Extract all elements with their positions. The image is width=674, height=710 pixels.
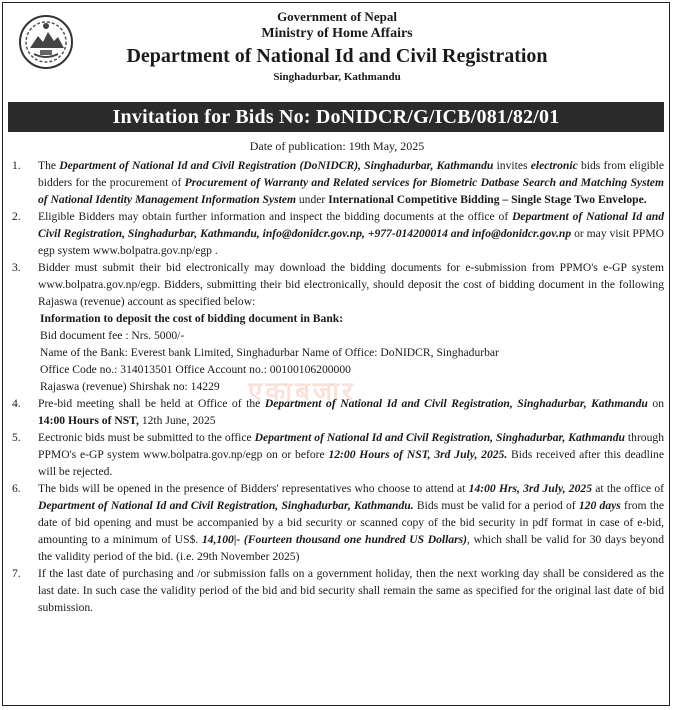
- item-number: 6.: [12, 482, 21, 495]
- item-number: 7.: [12, 567, 21, 580]
- bank-info-shirshak: Rajaswa (revenue) Shirshak no: 14229: [40, 380, 220, 393]
- department-location: Singhadurbar, Kathmandu: [273, 71, 401, 83]
- bid-invitation-banner: Invitation for Bids No: DoNIDCR/G/ICB/081/82/01: [8, 102, 664, 132]
- bank-info-heading: Information to deposit the cost of bidding document in Bank:: [40, 312, 344, 325]
- bank-info-fee: Bid document fee : Nrs. 5000/-: [40, 329, 185, 342]
- item-number: 4.: [12, 397, 21, 410]
- list-item: 3. Bidder must submit their bid electronically may download the bidding documents for e-submission from PPMO's e-GP system www.bolpatra.gov.np/egp. Bidders, submitting their bid electronically, should deposit the cost of bidding document in the following Rajaswa (revenue) account as specified below: Information to deposit the cost of bidding document in Bank: Bid document fee : Nrs. 5000/- Name of the Bank: Everest bank Limited, Singhadurbar Name of Office: DoNIDCR, Singhadurbar Office Code no.: 314013501 Office Account no.: 00100106200000 Rajaswa (revenue) Shirshak no: 14229: [12, 261, 664, 393]
- list-item: 6. The bids will be opened in the presence of Bidders' representatives who choose to attend at 14:00 Hrs, 3rd July, 2025 at the office of Department of National Id and Civil Registration, Singhadurbar, Kathmandu. Bids must be valid for a period of 120 days from the date of bid opening and must be accompanied by a bid security or scanned copy of the bid security in pdf format in case of e-bid, amounting to a minimum of US$. 14,100|- (Fourteen thousand one hundred US Dollars), which shall be valid for 30 days beyond the validity period of the bid. (i.e. 29th November 2025): [12, 482, 665, 563]
- item-number: 1.: [12, 159, 21, 172]
- bank-info-codes: Office Code no.: 314013501 Office Account no.: 00100106200000: [40, 363, 351, 376]
- bank-info-bank: Name of the Bank: Everest bank Limited, Singhadurbar Name of Office: DoNIDCR, Singhadurbar: [40, 346, 499, 359]
- item-number: 3.: [12, 261, 21, 274]
- list-item: 4. Pre-bid meeting shall be held at Office of the Department of National Id and Civil Registration, Singhadurbar, Kathmandu on 14:00 Hours of NST, 12th June, 2025: [12, 397, 664, 427]
- list-item: 7. If the last date of purchasing and /or submission falls on a government holiday, then the next working day shall be considered as the last date. In such case the validity period of the bid and bid security shall remain the same as specified for the original last date of bid submission.: [12, 567, 664, 614]
- publication-date: Date of publication: 19th May, 2025: [249, 139, 425, 153]
- letterhead: [0, 8, 674, 85]
- department-title: Department of National Id and Civil Registration: [126, 45, 548, 67]
- government-title: Government of Nepal: [277, 9, 397, 24]
- item-number: 2.: [12, 210, 21, 223]
- item-number: 5.: [12, 431, 21, 444]
- notice-body: [8, 157, 664, 616]
- watermark-logo: एकाबजार: [248, 377, 356, 407]
- list-item: 2. Eligible Bidders may obtain further information and inspect the bidding documents at the office of Department of National Id and Civil Registration, Singhadurbar, Kathmandu, info@donidcr.gov.np, +977-014200014 and info@donidcr.gov.np or may visit PPMO egp system www.bolpatra.gov.np/egp .: [12, 210, 664, 257]
- list-item: 1. The Department of National Id and Civil Registration (DoNIDCR), Singhadurbar, Kathmandu invites electronic bids from eligible bidders for the procurement of Procurement of Warranty and Related services for Biometric Datbase Search and Matching System of National Identity Management Information System under International Competitive Bidding – Single Stage Two Envelope.: [12, 159, 664, 206]
- list-item: 5. Eectronic bids must be submitted to the office Department of National Id and Civil Registration, Singhadurbar, Kathmandu through PPMO's e-GP system www.bolpatra.gov.np/egp on or before 12:00 Hours of NST, 3rd July, 2025. Bids received after this deadline will be rejected.: [12, 431, 664, 478]
- ministry-title: Ministry of Home Affairs: [261, 26, 413, 41]
